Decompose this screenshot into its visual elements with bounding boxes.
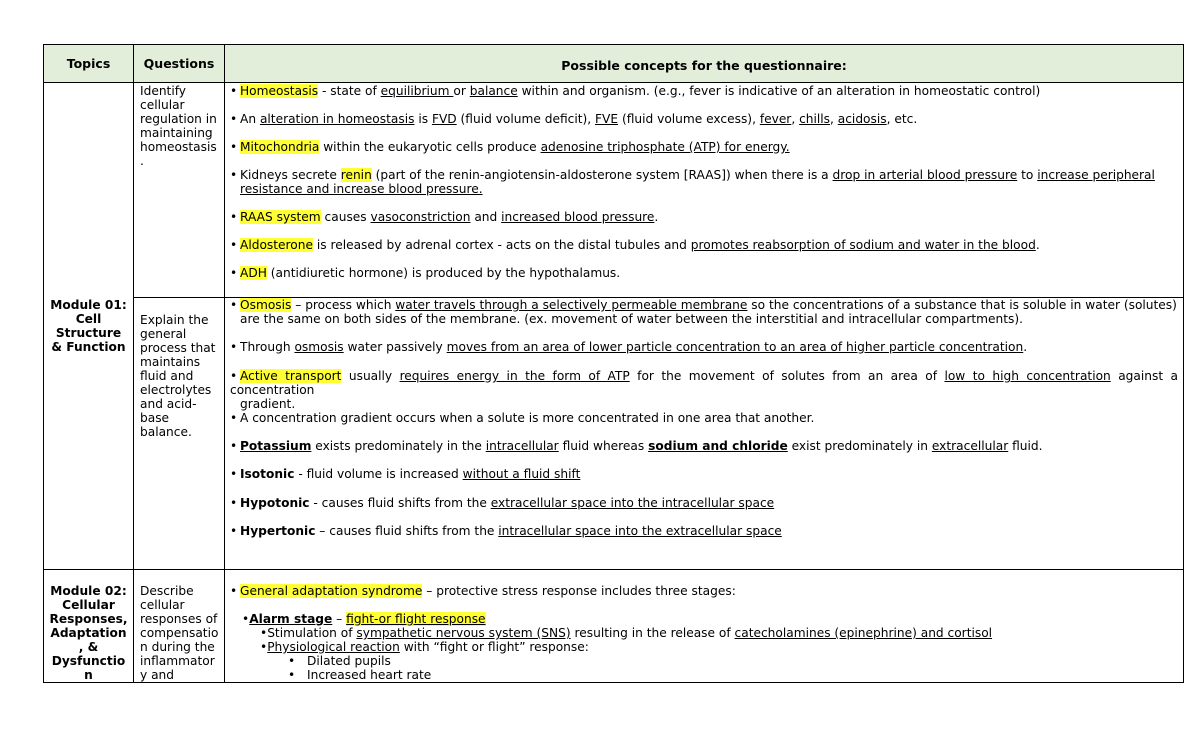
text: (fluid volume deficit), (456, 112, 596, 126)
text: is (414, 112, 432, 126)
text: (part of the renin-angiotensin-aldosterone system [RAAS]) when there is a (371, 168, 833, 182)
text: or (453, 84, 470, 98)
underlined-term: intracellular space into the extracellular space (498, 524, 782, 538)
text: A concentration gradient occurs when a solute is more concentrated in one area that another. (240, 411, 815, 425)
topic-line: Cell (75, 312, 102, 326)
text: Increased heart rate (307, 668, 432, 682)
question-line: homeostasis (140, 140, 217, 154)
concept-gradient (230, 411, 1178, 425)
underlined-term: extracellular space into the intracellular space (490, 496, 775, 510)
table-border-top (43, 44, 1184, 45)
header-divider (43, 82, 1184, 83)
bullet: • (230, 266, 238, 280)
module-01-question-1 (140, 84, 222, 168)
highlight-term: renin (340, 168, 372, 182)
header-questions: Questions (143, 56, 215, 71)
highlight-term: Osmosis (240, 298, 292, 312)
concept-osmosis (230, 298, 1178, 326)
underlined-term: vasoconstriction (370, 210, 471, 224)
physiological-reaction (260, 640, 589, 654)
text: so the concentrations of a substance that is soluble in water (solutes) (747, 298, 1177, 312)
underlined-term: equilibrium (380, 84, 454, 98)
underlined-term: resistance and increase blood pressure. (240, 182, 483, 196)
underlined-term: moves from an area of lower particle concentration to an area of higher particle concentration (446, 340, 1024, 354)
concept-hypertonic (230, 524, 1178, 538)
highlight-term: General adaptation syndrome (240, 584, 423, 598)
underlined-term: alteration in homeostasis (259, 112, 415, 126)
question-line: Describe (140, 584, 194, 598)
text: resulting in the release of (570, 626, 735, 640)
question-line: balance. (140, 425, 192, 439)
question-line: cellular (140, 98, 185, 112)
question-line: fluid and (140, 369, 194, 383)
concept-active-transport (230, 369, 1178, 411)
underlined-term: fever (759, 112, 792, 126)
question-line: Explain the (140, 313, 209, 327)
topic-line: Dysfunctio (51, 654, 126, 668)
concept-aldosterone (230, 238, 1178, 252)
bullet: • (230, 524, 238, 538)
topic-line: , & (78, 640, 99, 654)
bullet: • (230, 496, 238, 510)
text: exist predominately in (787, 439, 932, 453)
bullet: • (230, 298, 238, 312)
column-divider-1 (133, 44, 134, 683)
bullet: • (230, 168, 238, 182)
text: - fluid volume is increased (294, 467, 463, 481)
header-concepts: Possible concepts for the questionnaire: (561, 58, 847, 73)
highlight-term: Homeostasis (240, 84, 319, 98)
bold-term: sodium and chloride (648, 439, 788, 453)
concept-hypotonic (230, 496, 1178, 510)
text: exists predominately in the (311, 439, 486, 453)
text: . (654, 210, 659, 224)
text: – causes fluid shifts from the (315, 524, 499, 538)
bold-term: Potassium (240, 439, 312, 453)
bullet: • (230, 112, 238, 126)
text: fluid whereas (558, 439, 649, 453)
text: – process which (291, 298, 396, 312)
question-line: process that (140, 341, 216, 355)
module-01-question-2 (140, 313, 222, 439)
question-line: electrolytes (140, 383, 212, 397)
highlight-term: RAAS system (240, 210, 321, 224)
underlined-term: balance (469, 84, 518, 98)
bullet: • (230, 411, 238, 425)
text: usually (341, 369, 400, 383)
text: Kidneys secrete (240, 168, 341, 182)
underlined-term: FVE (595, 112, 619, 126)
concept-raas (230, 210, 1178, 224)
bullet: • (230, 340, 238, 354)
topic-line: Responses, (49, 612, 128, 626)
sns-stimulation (260, 626, 992, 640)
topic-line: Cellular (62, 598, 115, 612)
bold-term: Hypertonic (240, 524, 316, 538)
question-line: maintains (140, 355, 201, 369)
question-divider (133, 297, 224, 298)
bullet: • (230, 584, 238, 598)
increased-heart-rate (288, 668, 431, 682)
text: . (1035, 238, 1040, 252)
bullet: • (230, 439, 238, 453)
underlined-term: without a fluid shift (462, 467, 581, 481)
underlined-term: acidosis (837, 112, 887, 126)
text: to (1017, 168, 1038, 182)
bullet: • (230, 238, 238, 252)
bullet: • (230, 84, 238, 98)
text: Through (240, 340, 295, 354)
question-line: and acid- (140, 397, 197, 411)
highlight-term: fight-or flight response (346, 612, 486, 626)
concept-adh (230, 266, 1178, 280)
concept-osmosis-passive (230, 340, 1178, 354)
text: are the same on both sides of the membrane. (ex. movement of water between the interstitial and intracellular compartments). (240, 312, 1024, 326)
highlight-term: Mitochondria (240, 140, 320, 154)
bold-term: Isotonic (240, 467, 295, 481)
question-line: responses of (140, 612, 218, 626)
text: (antidiuretic hormone) is produced by the hypothalamus. (266, 266, 621, 280)
concept-alteration (230, 112, 1178, 126)
text: and (470, 210, 502, 224)
concept-potassium (230, 439, 1178, 453)
bold-term: Alarm stage (249, 612, 333, 626)
underlined-term: Physiological reaction (267, 640, 400, 654)
concept-isotonic (230, 467, 1178, 481)
text: , (791, 112, 800, 126)
column-divider-2 (224, 44, 225, 683)
table-border-right (1183, 44, 1184, 683)
underlined-term: FVD (431, 112, 457, 126)
underlined-term: water travels through a selectively permeable membrane (395, 298, 748, 312)
text: within and organism. (e.g., fever is indicative of an alteration in homeostatic control) (517, 84, 1041, 98)
text: for the movement of solutes from an area of (629, 369, 945, 383)
text: (fluid volume excess), (618, 112, 760, 126)
text: fluid. (1008, 439, 1043, 453)
text: – protective stress response includes three stages: (422, 584, 736, 598)
module-02-topic (44, 584, 133, 682)
concept-renin (230, 168, 1178, 196)
text: - causes fluid shifts from the (309, 496, 491, 510)
dilated-pupils (288, 654, 391, 668)
question-line: maintaining (140, 126, 213, 140)
question-line: Identify (140, 84, 187, 98)
underlined-term: increase peripheral (1037, 168, 1155, 182)
header-topics: Topics (66, 56, 111, 71)
bullet: • (242, 612, 250, 626)
topic-line: Adaptation (50, 626, 127, 640)
text: causes (320, 210, 371, 224)
topic-line: & Function (51, 340, 126, 354)
question-line: cellular (140, 598, 185, 612)
underlined-term: promotes reabsorption of sodium and water in the blood (690, 238, 1036, 252)
bullet: • (230, 467, 238, 481)
question-line: . (140, 154, 144, 168)
text: water passively (343, 340, 447, 354)
text: •Stimulation of (260, 626, 357, 640)
question-line: y and (140, 668, 175, 682)
topic-line: Structure (55, 326, 122, 340)
text: is released by adrenal cortex - acts on the distal tubules and (312, 238, 691, 252)
question-line: regulation in (140, 112, 217, 126)
underlined-term: adenosine triphosphate (ATP) for energy. (540, 140, 790, 154)
underlined-term: drop in arterial blood pressure (832, 168, 1018, 182)
module-01-topic (44, 298, 133, 354)
table-border-bottom (43, 682, 1184, 683)
text: gradient. (240, 397, 296, 411)
question-line: inflammator (140, 654, 215, 668)
topic-line: Module 02: (50, 584, 127, 598)
text: within the eukaryotic cells produce (319, 140, 541, 154)
text: against a concentration (230, 369, 1178, 397)
text: . (1023, 340, 1028, 354)
text: An (240, 112, 260, 126)
highlight-term: ADH (240, 266, 267, 280)
highlight-term: Aldosterone (240, 238, 313, 252)
underlined-term: requires energy in the form of ATP (399, 369, 630, 383)
text: - state of (318, 84, 381, 98)
bullet: • (230, 140, 238, 154)
underlined-term: chills (799, 112, 831, 126)
bold-term: Hypotonic (240, 496, 310, 510)
text: – (332, 612, 347, 626)
alarm-stage (242, 612, 486, 626)
concept-homeostasis (230, 84, 1178, 98)
underlined-term: intracellular (485, 439, 559, 453)
underlined-term: sympathetic nervous system (SNS) (356, 626, 571, 640)
underlined-term: catecholamines (epinephrine) and cortisol (734, 626, 993, 640)
underlined-term: extracellular (931, 439, 1009, 453)
question-line: compensatio (140, 626, 219, 640)
module-divider (43, 569, 1184, 570)
bullet: • (288, 654, 296, 668)
underlined-term: low to high concentration (944, 369, 1111, 383)
concept-mitochondria (230, 140, 1178, 154)
text: Dilated pupils (307, 654, 391, 668)
text: , (830, 112, 838, 126)
question-line: general (140, 327, 187, 341)
underlined-term: increased blood pressure (501, 210, 655, 224)
bullet: • (260, 640, 268, 654)
highlight-term: Active transport (240, 369, 342, 383)
bullet: • (230, 210, 238, 224)
question-line: base (140, 411, 170, 425)
topic-line: Module 01: (50, 298, 127, 312)
concept-gas (230, 584, 1178, 598)
topic-line: n (84, 668, 93, 682)
text: with “fight or flight” response: (399, 640, 589, 654)
module-02-question (140, 584, 222, 682)
text: , etc. (886, 112, 918, 126)
underlined-term: osmosis (294, 340, 344, 354)
bullet: • (288, 668, 296, 682)
bullet: • (230, 369, 238, 383)
question-line: n during the (140, 640, 215, 654)
